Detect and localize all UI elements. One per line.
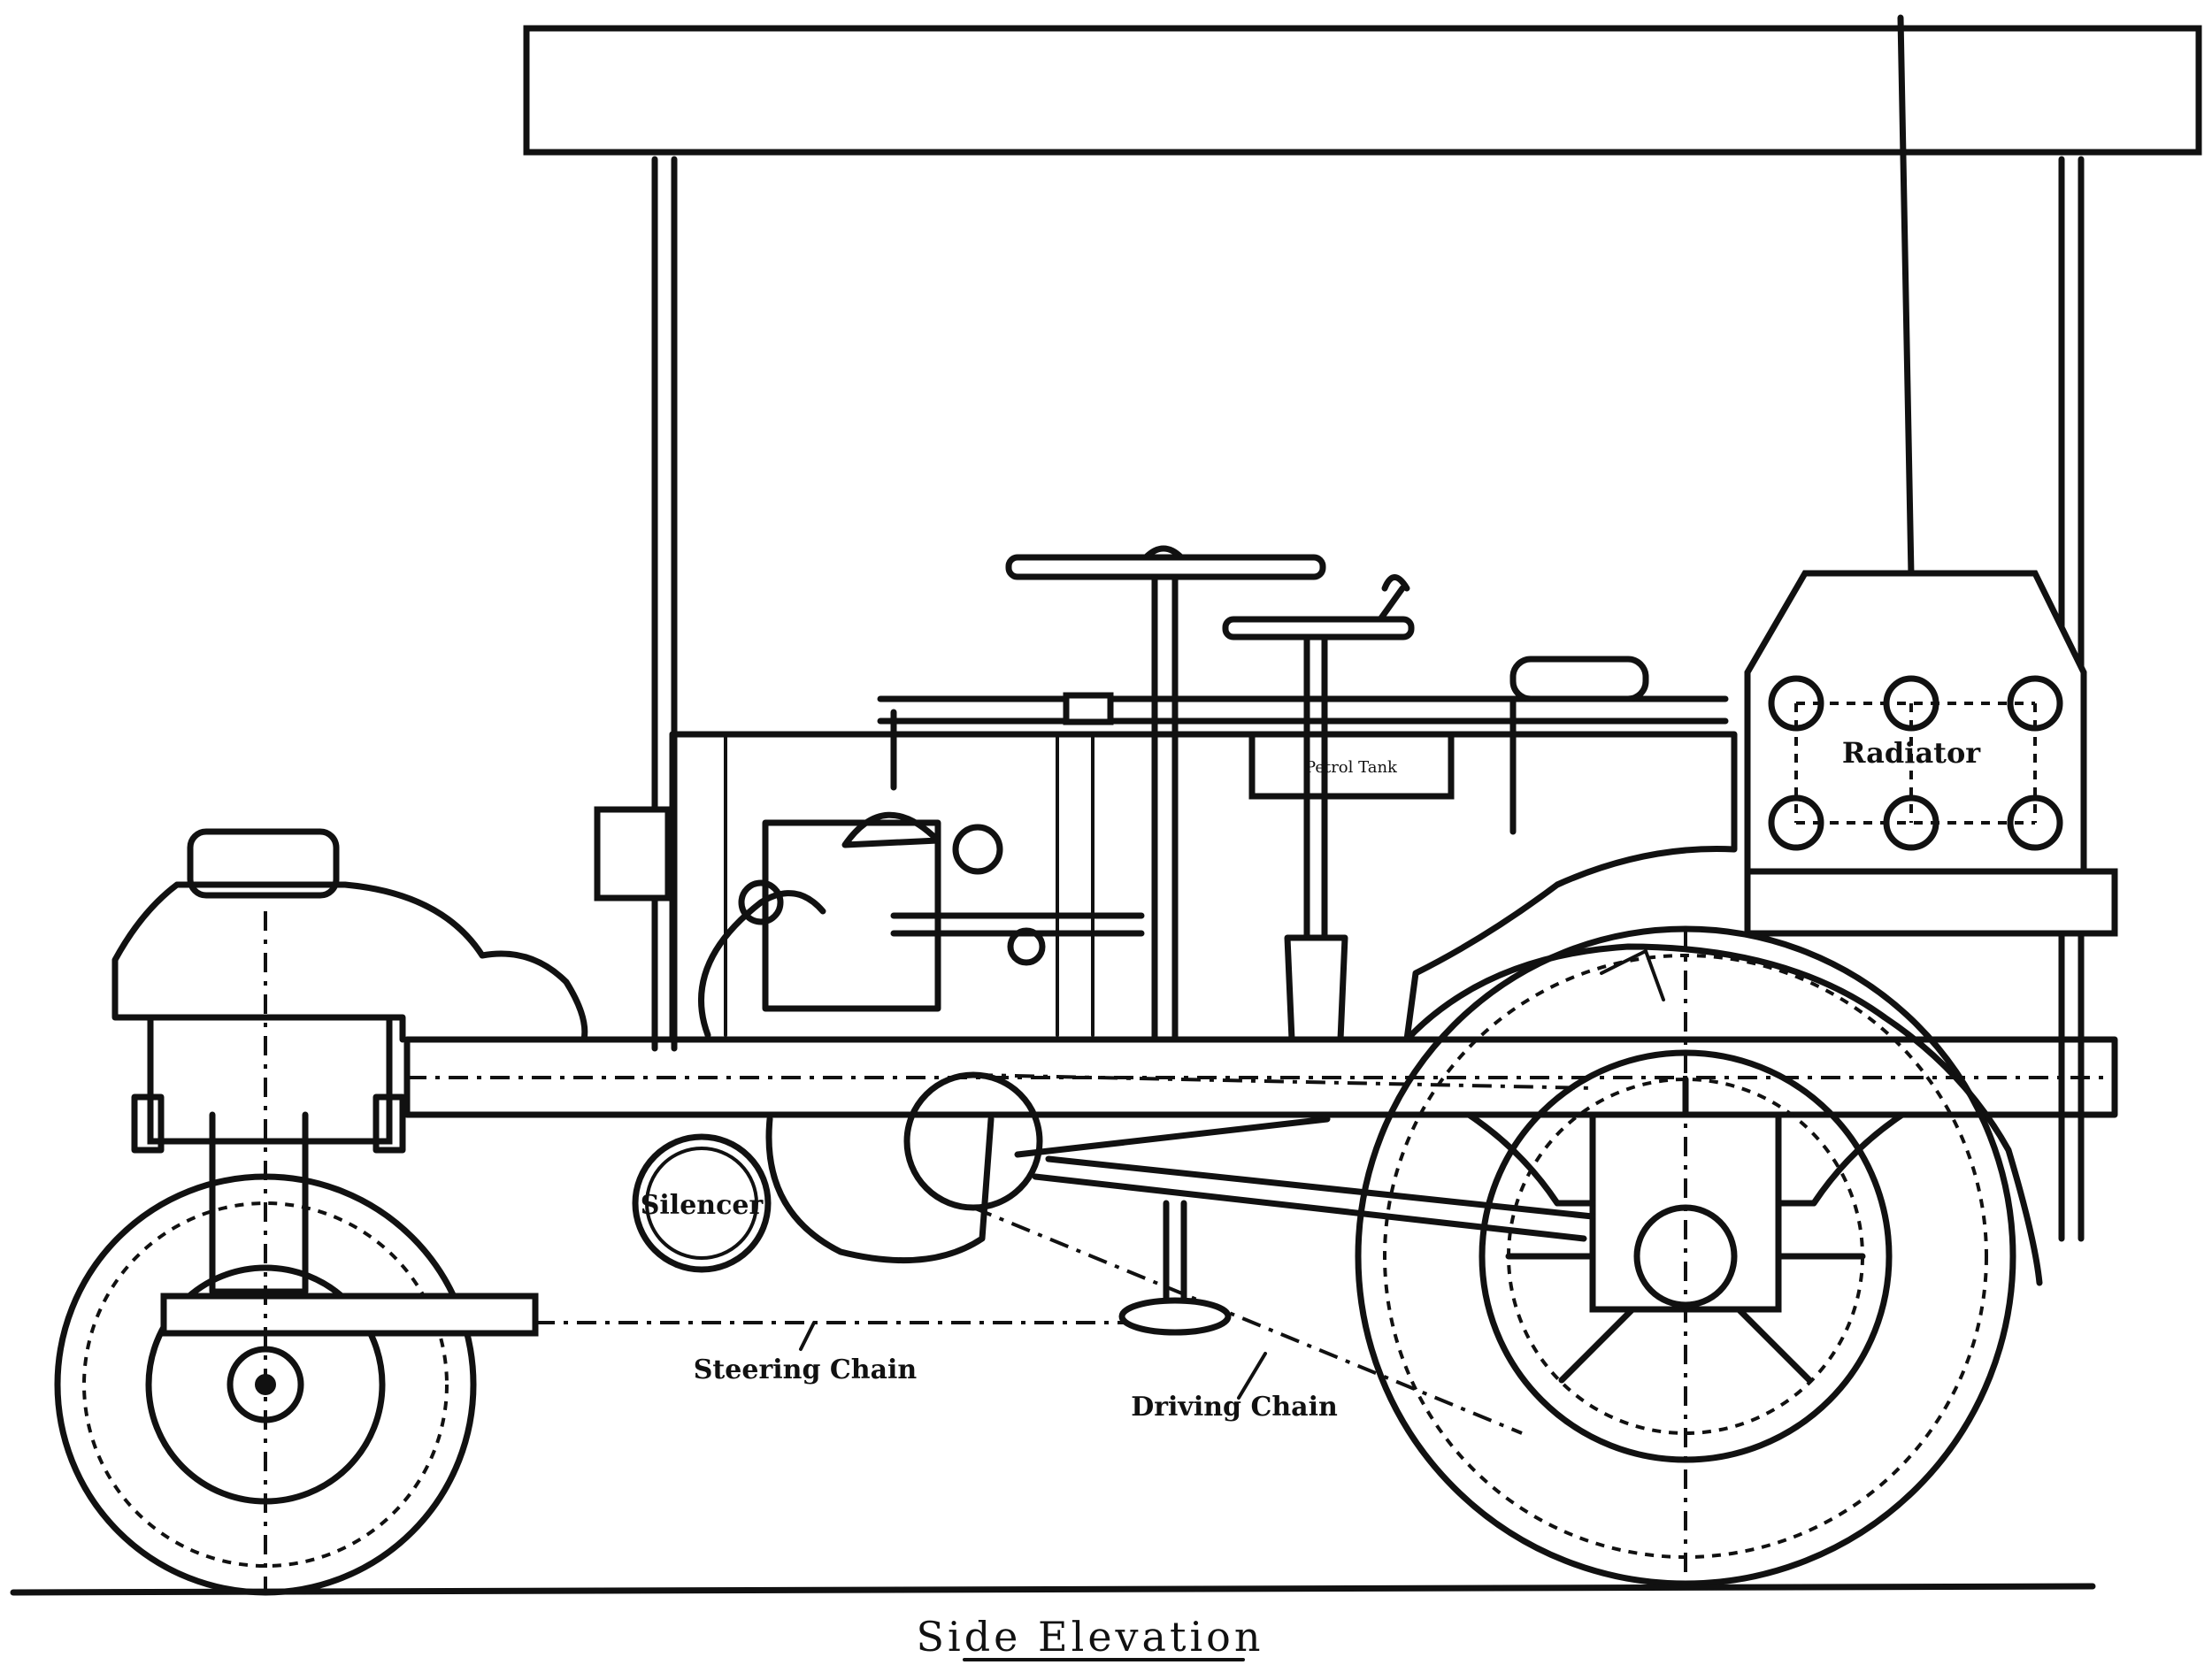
engine-body — [597, 659, 1734, 1040]
diagram-title: Side Elevation — [916, 1613, 1264, 1661]
petrol-tank-label: Petrol Tank — [1305, 758, 1397, 777]
rear-wheel — [1358, 929, 2013, 1592]
chains — [535, 1075, 1593, 1433]
front-wheel — [58, 911, 535, 1592]
ground-line — [13, 1586, 2093, 1592]
silencer-label: Silencer — [640, 1190, 764, 1221]
silencer — [635, 1137, 768, 1270]
front-bonnet — [115, 832, 585, 1150]
control-lever — [1225, 578, 1411, 1040]
radiator-label: Radiator — [1841, 736, 1981, 770]
steering-chain-label: Steering Chain — [693, 1354, 918, 1385]
driving-chain-label: Driving Chain — [1131, 1392, 1338, 1423]
caption — [917, 1613, 1264, 1661]
chassis-frame — [407, 1040, 2115, 1115]
radiator — [1747, 573, 2115, 933]
